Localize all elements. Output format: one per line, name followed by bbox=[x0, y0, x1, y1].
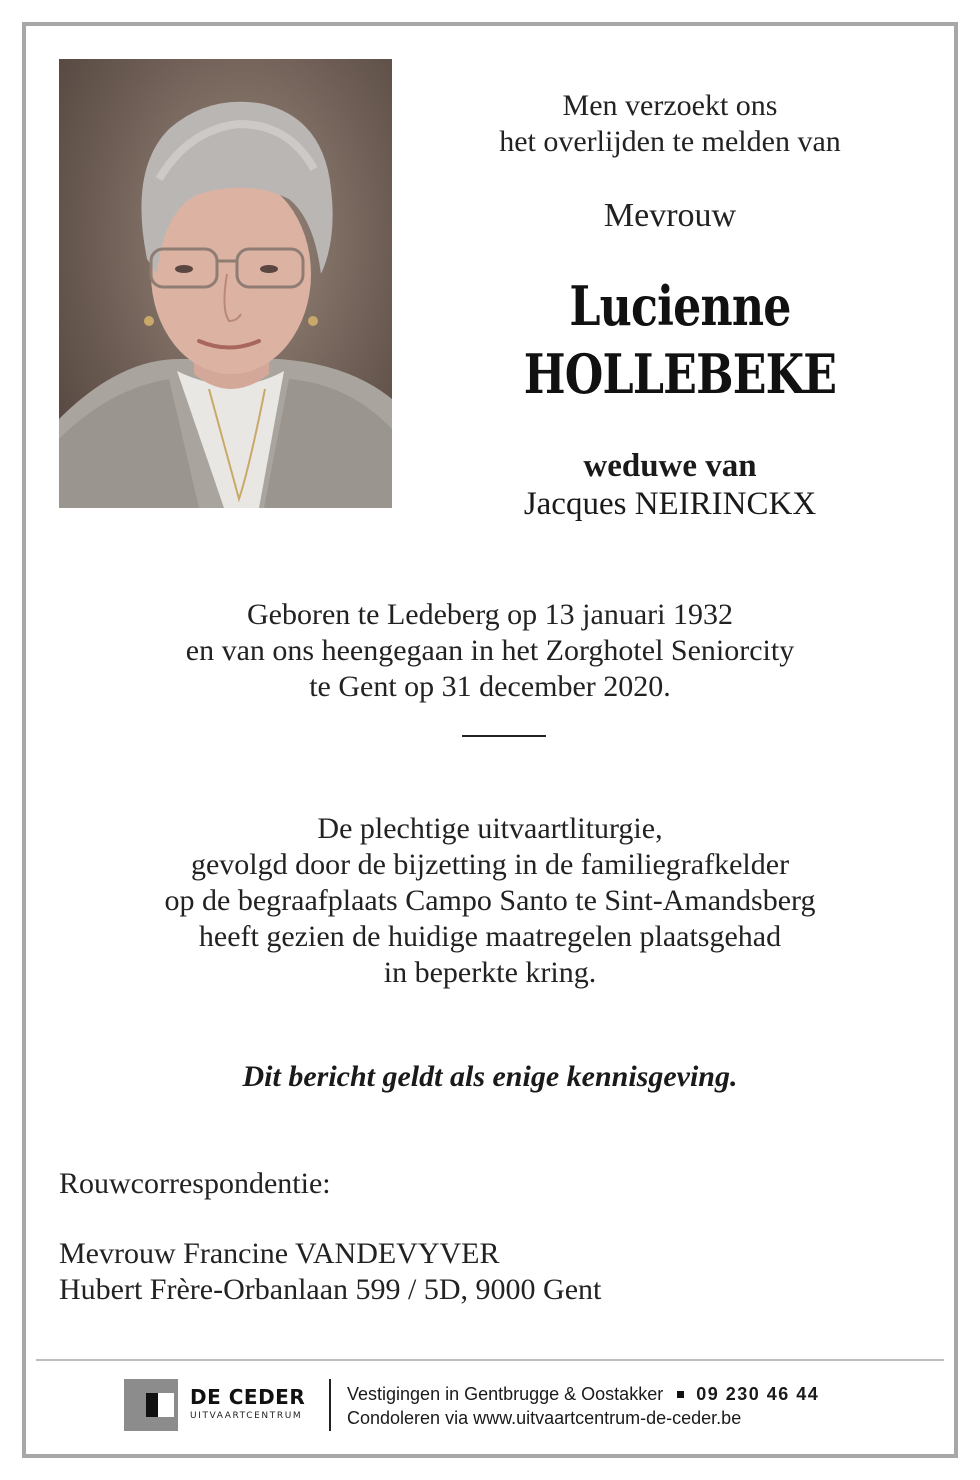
locations-text: Vestigingen in Gentbrugge & Oostakker bbox=[347, 1384, 664, 1404]
notice-text: Dit bericht geldt als enige kennisgeving. bbox=[242, 1060, 738, 1093]
footer-line-1 bbox=[347, 1382, 819, 1406]
honorific-title: Mevrouw bbox=[603, 197, 737, 234]
intro-line-1: Men verzoekt ons bbox=[562, 89, 778, 122]
correspondence-name: Mevrouw Francine VANDEVYVER bbox=[59, 1237, 500, 1270]
correspondence-street: Hubert Frère-Orbanlaan 599 / 5D, 9000 Gent bbox=[59, 1273, 602, 1306]
correspondence-address bbox=[59, 1236, 601, 1308]
first-name: Lucienne bbox=[569, 274, 791, 338]
logo-name: DE CEDER bbox=[190, 1385, 306, 1409]
logo-subtitle: UITVAARTCENTRUM bbox=[190, 1411, 303, 1421]
footer-divider bbox=[36, 1359, 944, 1361]
liturgy-line-2: gevolgd door de bijzetting in de familiegrafkelder bbox=[190, 848, 790, 881]
footer-info bbox=[347, 1382, 819, 1430]
liturgy-line-1: De plechtige uitvaartliturgie, bbox=[317, 812, 663, 845]
divider-line bbox=[462, 735, 546, 737]
widow-label: weduwe van bbox=[583, 448, 757, 484]
liturgy-line-5: in beperkte kring. bbox=[383, 956, 597, 989]
funeral-details bbox=[0, 811, 980, 991]
birth-line-3: te Gent op 31 december 2020. bbox=[309, 670, 671, 703]
liturgy-line-3: op de begraafplaats Campo Santo te Sint-Amandsberg bbox=[164, 884, 816, 917]
birth-line-2: en van ons heengegaan in het Zorghotel Seniorcity bbox=[185, 634, 795, 667]
birth-line-1: Geboren te Ledeberg op 13 januari 1932 bbox=[247, 598, 733, 631]
liturgy-line-4: heeft gezien de huidige maatregelen plaatsgehad bbox=[198, 920, 782, 953]
intro-line-2: het overlijden te melden van bbox=[499, 125, 841, 158]
condolences-link[interactable]: Condoleren via www.uitvaartcentrum-de-ceder.be bbox=[347, 1408, 742, 1428]
spouse-name: Jacques NEIRINCKX bbox=[523, 486, 817, 522]
de-ceder-logo-icon bbox=[124, 1379, 178, 1431]
correspondence-label: Rouwcorrespondentie: bbox=[59, 1167, 331, 1200]
deceased-name bbox=[475, 272, 885, 408]
bullet-icon bbox=[677, 1391, 684, 1398]
intro-text bbox=[430, 88, 910, 160]
last-name: HOLLEBEKE bbox=[523, 342, 837, 406]
widow-of bbox=[430, 447, 910, 523]
funeral-home-logo bbox=[124, 1379, 336, 1431]
logo-separator bbox=[329, 1379, 331, 1431]
birth-death-details bbox=[0, 597, 980, 705]
portrait-photo bbox=[59, 59, 392, 508]
phone-number[interactable]: 09 230 46 44 bbox=[696, 1384, 820, 1404]
